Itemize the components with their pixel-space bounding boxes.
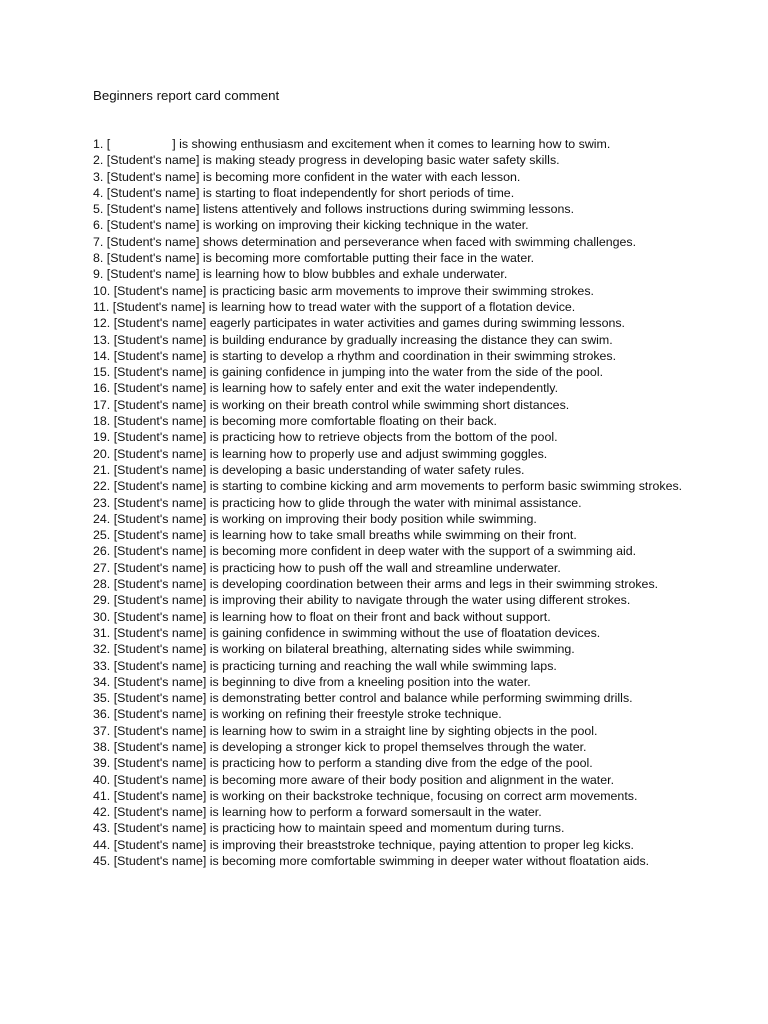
comment-text: [Student's name] is learning how to tread water with the support of a flotation device. [112,299,576,314]
comment-text: [Student's name] is starting to float independently for short periods of time. [106,185,515,200]
comment-item-8 [93,250,683,266]
comment-number: 45. [93,854,111,869]
comment-text: [Student's name] is becoming more comfortable floating on their back. [113,414,497,429]
comment-item-41 [93,788,683,804]
comment-text: [Student's name] is practicing how to retrieve objects from the bottom of the pool. [113,430,558,445]
comment-text: [Student's name] is making steady progress in developing basic water safety skills. [106,153,560,168]
comment-text: [Student's name] is learning how to swim in a straight line by sighting objects in the pool. [113,723,598,738]
comment-text: [Student's name] listens attentively and follows instructions during swimming lessons. [106,202,575,217]
comment-item-27 [93,560,683,576]
comment-text: [Student's name] is becoming more comfortable swimming in deeper water without floatation aids. [113,854,650,869]
comment-number: 40. [93,772,111,787]
document-title: Beginners report card comment [93,88,280,103]
comment-number: 9. [93,267,104,282]
comment-text: [Student's name] is beginning to dive from a kneeling position into the water. [113,674,531,689]
comment-number: 39. [93,756,111,771]
comment-item-30 [93,609,683,625]
comment-text: [Student's name] is practicing how to push off the wall and streamline underwater. [113,560,561,575]
comment-text: [Student's name] is working on improving their kicking technique in the water. [106,218,529,233]
comment-text: [Student's name] is working on improving their body position while swimming. [113,511,537,526]
comment-text: [Student's name] is learning how to blow bubbles and exhale underwater. [106,267,508,282]
comment-number: 38. [93,739,111,754]
comment-item-32 [93,641,683,657]
comment-text: [Student's name] is practicing how to perform a standing dive from the edge of the pool. [113,756,593,771]
comment-text: [Student's name] is working on their breath control while swimming short distances. [113,397,570,412]
comment-item-12 [93,315,683,331]
comment-text: [Student's name] is developing a stronger kick to propel themselves through the water. [113,739,587,754]
comment-item-9 [93,266,683,282]
comment-text: [Student's name] is developing a basic understanding of water safety rules. [113,462,525,477]
comment-text: [Student's name] is practicing basic arm movements to improve their swimming strokes. [113,283,594,298]
comment-text: [Student's name] is working on their backstroke technique, focusing on correct arm movements. [113,788,638,803]
comment-number: 24. [93,511,111,526]
comment-number: 3. [93,169,104,184]
comment-item-42 [93,804,683,820]
comment-item-43 [93,820,683,836]
comment-item-13 [93,332,683,348]
comment-number: 20. [93,446,111,461]
comment-text: [Student's name] is working on bilateral breathing, alternating sides while swimming. [113,642,575,657]
comment-number: 8. [93,251,104,266]
comment-text: [Student's name] is starting to develop a rhythm and coordination in their swimming strokes. [113,348,617,363]
comment-text: [Student's name] is developing coordination between their arms and legs in their swimming strokes. [113,577,659,592]
comment-item-20 [93,446,683,462]
comment-item-44 [93,837,683,853]
comment-item-45 [93,853,683,869]
comment-item-35 [93,690,683,706]
comment-item-16 [93,380,683,396]
comment-text: [Student's name] is building endurance by gradually increasing the distance they can swim. [113,332,613,347]
comment-item-39 [93,755,683,771]
comment-number: 4. [93,185,104,200]
comment-item-23 [93,495,683,511]
comment-text: [Student's name] is learning how to take small breaths while swimming on their front. [113,528,577,543]
comment-number: 36. [93,707,111,722]
comment-number: 11. [93,299,110,314]
comment-text: [Student's name] is becoming more aware of their body position and alignment in the water. [113,772,615,787]
comment-text: [Student's name] is gaining confidence in swimming without the use of floatation devices. [113,625,601,640]
comment-item-34 [93,674,683,690]
comment-item-28 [93,576,683,592]
comment-number: 12. [93,316,111,331]
comment-number: 22. [93,479,111,494]
comment-item-21 [93,462,683,478]
comment-number: 28. [93,577,111,592]
comment-number: 18. [93,414,111,429]
comment-item-2 [93,152,683,168]
comment-text: [Student's name] is practicing turning and reaching the wall while swimming laps. [113,658,557,673]
comment-number: 27. [93,560,111,575]
comment-number: 35. [93,691,111,706]
comment-number: 32. [93,642,111,657]
comment-text: [Student's name] is learning how to safely enter and exit the water independently. [113,381,559,396]
comment-text: [Student's name] is demonstrating better control and balance while performing swimming drills. [113,691,633,706]
blank-open-bracket: [ [106,137,111,151]
comment-text: [Student's name] is becoming more confident in deep water with the support of a swimming aid. [113,544,637,559]
comment-item-26 [93,543,683,559]
comment-text: [Student's name] is practicing how to glide through the water with minimal assistance. [113,495,582,510]
comment-item-17 [93,397,683,413]
comment-number: 30. [93,609,111,624]
comment-text: [Student's name] is learning how to perform a forward somersault in the water. [113,805,542,820]
comment-item-18 [93,413,683,429]
comment-number: 41. [93,788,111,803]
comment-item-5 [93,201,683,217]
comment-number: 34. [93,674,111,689]
comment-number: 6. [93,218,104,233]
comment-number: 7. [93,234,104,249]
comment-item-14 [93,348,683,364]
comment-item-22 [93,478,683,494]
comment-item-4 [93,185,683,201]
blank-close-bracket: ] [172,137,176,151]
comment-item-19 [93,429,683,445]
comment-item-24 [93,511,683,527]
comment-item-11 [93,299,683,315]
comment-item-1 [93,136,683,152]
comment-text: [Student's name] is becoming more comfortable putting their face in the water. [106,251,535,266]
comment-number: 31. [93,625,111,640]
comment-text: [Student's name] is learning how to properly use and adjust swimming goggles. [113,446,548,461]
comment-number: 2. [93,153,104,168]
comment-text: [Student's name] is improving their breaststroke technique, paying attention to proper leg kicks. [113,837,634,852]
comment-text: [Student's name] is working on refining their freestyle stroke technique. [113,707,502,722]
comment-number: 25. [93,528,111,543]
comment-item-15 [93,364,683,380]
comment-item-7 [93,234,683,250]
comment-number: 10. [93,283,111,298]
comment-item-3 [93,169,683,185]
comment-number: 19. [93,430,111,445]
comment-item-37 [93,723,683,739]
comment-list [93,136,683,869]
comment-text: [Student's name] eagerly participates in water activities and games during swimming lessons. [113,316,626,331]
comment-number: 29. [93,593,111,608]
comment-text: [Student's name] is improving their ability to navigate through the water using different strokes. [113,593,631,608]
comment-number: 14. [93,348,111,363]
comment-number: 23. [93,495,111,510]
comment-item-40 [93,772,683,788]
comment-number: 42. [93,805,111,820]
comment-text: [Student's name] is becoming more confident in the water with each lesson. [106,169,521,184]
comment-item-33 [93,658,683,674]
comment-number: 21. [93,462,111,477]
comment-text: [Student's name] is learning how to float on their front and back without support. [113,609,551,624]
comment-number: 26. [93,544,111,559]
comment-text: [Student's name] is practicing how to maintain speed and momentum during turns. [113,821,565,836]
comment-number: 33. [93,658,111,673]
comment-item-29 [93,592,683,608]
comment-text: [Student's name] shows determination and perseverance when faced with swimming challenges. [106,234,637,249]
comment-number: 43. [93,821,111,836]
comment-number: 1. [93,137,104,151]
comment-item-10 [93,283,683,299]
comment-number: 17. [93,397,111,412]
comment-number: 15. [93,365,111,380]
comment-item-25 [93,527,683,543]
comment-item-36 [93,706,683,722]
comment-number: 37. [93,723,111,738]
comment-number: 16. [93,381,111,396]
comment-number: 44. [93,837,111,852]
comment-text: [Student's name] is starting to combine kicking and arm movements to perform basic swimming strokes. [113,479,683,494]
comment-number: 5. [93,202,104,217]
comment-number: 13. [93,332,111,347]
comment-text: is showing enthusiasm and excitement when it comes to learning how to swim. [179,137,611,151]
comment-item-6 [93,217,683,233]
comment-item-38 [93,739,683,755]
comment-item-31 [93,625,683,641]
comment-text: [Student's name] is gaining confidence in jumping into the water from the side of the pool. [113,365,604,380]
